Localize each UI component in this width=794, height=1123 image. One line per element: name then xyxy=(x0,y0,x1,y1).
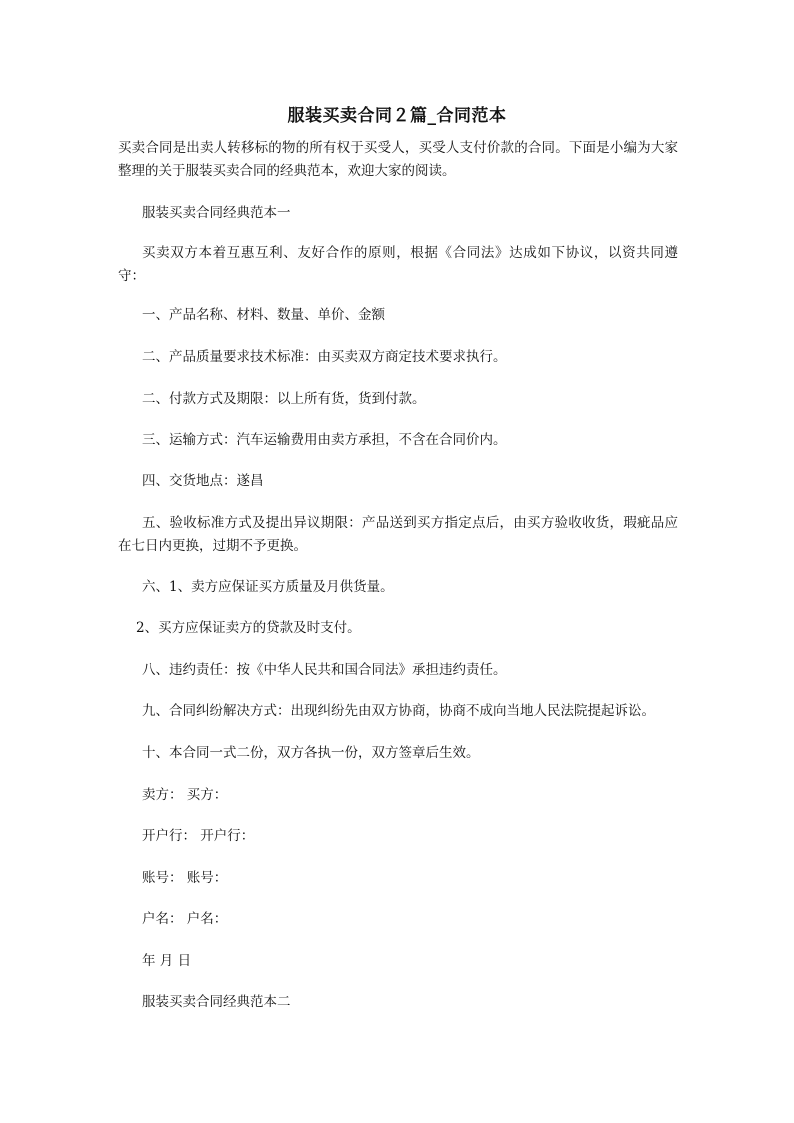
clause-quality: 二、产品质量要求技术标准：由买卖双方商定技术要求执行。 xyxy=(142,349,507,365)
clause-copies: 十、本合同一式二份，双方各执一份，双方签章后生效。 xyxy=(142,745,480,761)
clause-delivery-place: 四、交货地点：遂昌 xyxy=(142,473,264,489)
preamble-paragraph: 买卖双方本着互惠互利、友好合作的原则，根据《合同法》达成如下协议，以资共同遵守： xyxy=(118,245,678,284)
clause-dispute: 九、合同纠纷解决方式：出现纠纷先由双方协商，协商不成向当地人民法院提起诉讼。 xyxy=(142,703,655,719)
clause-seller-guarantee: 六、1、卖方应保证买方质量及月供货量。 xyxy=(142,579,394,595)
signature-date: 年 月 日 xyxy=(142,953,192,969)
clause-transport: 三、运输方式：汽车运输费用由卖方承担，不含在合同价内。 xyxy=(142,432,507,448)
section-one-heading: 服装买卖合同经典范本一 xyxy=(142,205,291,221)
signature-bank: 开户行： 开户行： xyxy=(142,828,255,844)
section-two-heading: 服装买卖合同经典范本二 xyxy=(142,994,291,1010)
document-title: 服装买卖合同２篇_合同范本 xyxy=(287,106,507,126)
clause-payment: 二、付款方式及期限：以上所有货，货到付款。 xyxy=(142,391,426,407)
clause-buyer-guarantee: 2、买方应保证卖方的贷款及时支付。 xyxy=(136,620,361,636)
intro-paragraph: 买卖合同是出卖人转移标的物的所有权于买受人，买受人支付价款的合同。下面是小编为大家整理的关于服装买卖合同的经典范本，欢迎大家的阅读。 xyxy=(118,140,678,179)
clause-acceptance: 五、验收标准方式及提出异议期限：产品送到买方指定点后，由买方验收收货，瑕疵品应在七日内更换，过期不予更换。 xyxy=(118,515,678,554)
signature-account-name: 户名： 户名： xyxy=(142,911,228,927)
signature-account: 账号： 账号： xyxy=(142,870,228,886)
clause-liability: 八、违约责任：按《中华人民共和国合同法》承担违约责任。 xyxy=(142,662,507,678)
signature-parties: 卖方： 买方： xyxy=(142,787,228,803)
clause-product: 一、产品名称、材料、数量、单价、金额 xyxy=(142,307,385,323)
